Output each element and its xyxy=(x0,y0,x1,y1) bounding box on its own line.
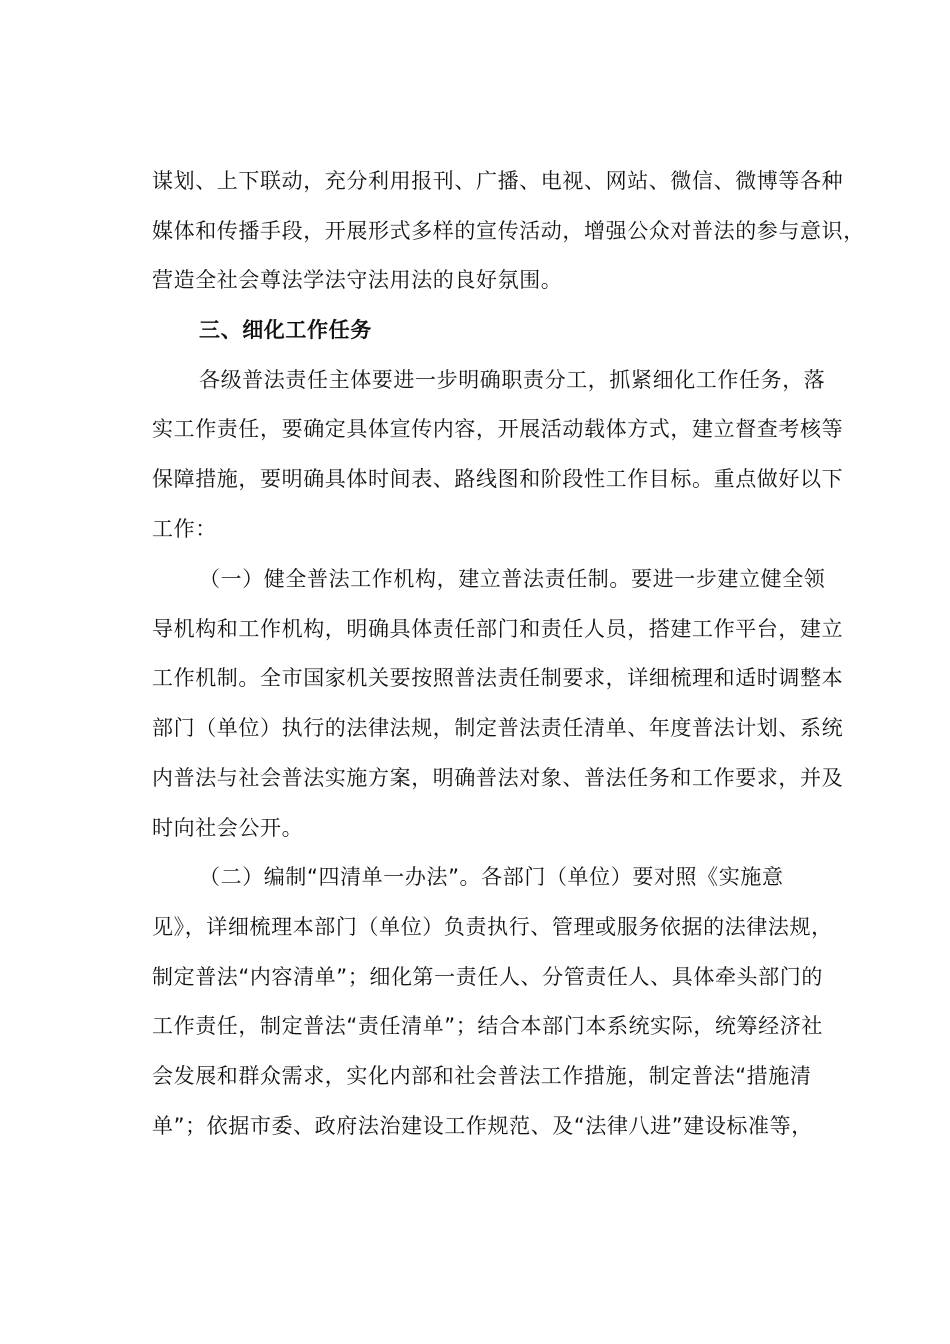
paragraph-line-8: （一）健全普法工作机构，建立普法责任制。要进一步建立健全领 xyxy=(199,567,826,591)
paragraph-line-13: 时向社会公开。 xyxy=(152,816,304,840)
paragraph-line-12: 内普法与社会普法实施方案，明确普法对象、普法任务和工作要求，并及 xyxy=(152,766,844,790)
paragraph-line-2: 媒体和传播手段，开展形式多样的宣传活动，增强公众对普法的参与意识， xyxy=(152,219,865,243)
paragraph-line-10: 工作机制。全市国家机关要按照普法责任制要求，详细梳理和适时调整本 xyxy=(152,666,844,690)
paragraph-line-4: 各级普法责任主体要进一步明确职责分工，抓紧细化工作任务，落 xyxy=(199,368,826,392)
paragraph-line-6: 保障措施，要明确具体时间表、路线图和阶段性工作目标。重点做好以下 xyxy=(152,467,844,491)
paragraph-line-17: 工作责任，制定普法“责任清单”；结合本部门本系统实际，统筹经济社 xyxy=(152,1014,823,1038)
paragraph-line-15: 见》，详细梳理本部门（单位）负责执行、管理或服务依据的法律法规， xyxy=(152,915,833,939)
paragraph-line-5: 实工作责任，要确定具体宣传内容，开展活动载体方式，建立督查考核等 xyxy=(152,417,844,441)
paragraph-line-3: 营造全社会尊法学法守法用法的良好氛围。 xyxy=(152,268,563,292)
paragraph-line-9: 导机构和工作机构，明确具体责任部门和责任人员，搭建工作平台，建立 xyxy=(152,617,844,641)
paragraph-line-14: （二）编制“四清单一办法”。各部门（单位）要对照《实施意 xyxy=(199,865,784,889)
paragraph-line-1: 谋划、上下联动，充分利用报刊、广播、电视、网站、微信、微博等各种 xyxy=(152,169,844,193)
section-heading: 三、细化工作任务 xyxy=(199,318,372,342)
paragraph-line-11: 部门（单位）执行的法律法规，制定普法责任清单、年度普法计划、系统 xyxy=(152,716,844,740)
paragraph-line-18: 会发展和群众需求，实化内部和社会普法工作措施，制定普法“措施清 xyxy=(152,1064,812,1088)
paragraph-line-16: 制定普法“内容清单”；细化第一责任人、分管责任人、具体牵头部门的 xyxy=(152,965,823,989)
paragraph-line-19: 单”；依据市委、政府法治建设工作规范、及“法律八进”建设标准等， xyxy=(152,1114,813,1138)
paragraph-line-7: 工作： xyxy=(152,517,217,541)
